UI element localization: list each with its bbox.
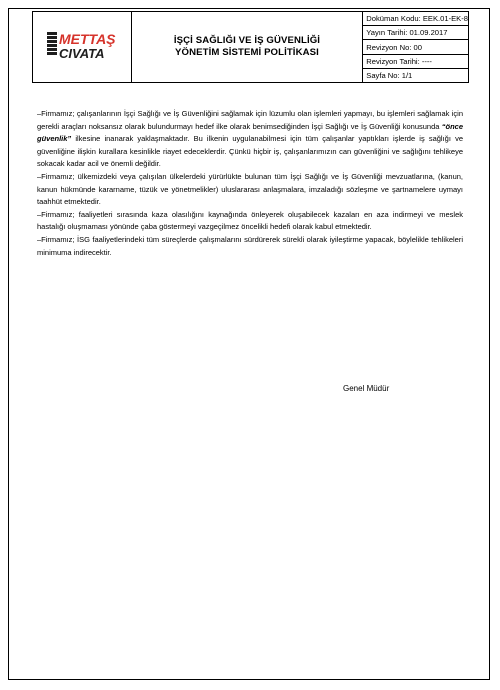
title-line-2: YÖNETİM SİSTEMİ POLİTİKASI [175,47,319,58]
safety-first-emphasis: “önce güvenlik” [37,121,463,144]
signature-title: Genel Müdür [343,384,390,393]
logo-text-line2: CIVATA [59,46,105,61]
logo-text-line1: METTAŞ [59,31,116,47]
document-meta [363,12,468,82]
policy-paragraph-1 [37,108,463,171]
paragraph-1-part-2: ilkesine inanarak yaklaşmaktadır. Bu ilkenin uygulanabilmesi için tüm çalışanlar yaptıkları işlerde iş sağlığı ve güvenliğine ilişkin kurallara kesinlikle riayet edeceklerdir. Çünkü hiçbir iş, çalışanlarımızın can güvenliğini ve sağlığını tehlikeye sokacak kadar acil ve önemli değildir. [37,134,463,169]
document-title [132,12,364,82]
policy-paragraph-3: –Firmamız; faaliyetleri sırasında kaza olasılığını kaynağında önleyerek oluşabilecek kazaları en aza indirmeyi ve meslek hastalığı oluşmaması yönünde çaba göstermeyi vazgeçilmez öncelikli hedefi olarak kabul etmektedir. [37,209,463,232]
policy-paragraph-4: –Firmamız; İSG faaliyetlerindeki tüm süreçlerde çalışmalarını sürdürerek sürekli olarak iyileştirme yapacak, böylelikle tehlikeleri minimuma indirecektir. [37,234,463,257]
company-logo [46,26,124,68]
page-number: Sayfa No: 1/1 [366,70,413,80]
policy-paragraph-2: –Firmamız; ülkemizdeki veya çalışılan ülkelerdeki yürürlükte bulunan tüm İşçi Sağlığı ve İş Güvenliği mevzuatlarına, (kanun, kanun hükmünde kararname, tüzük ve yönetmelikler) uluslararası anlaşmalara, imzaladığı sözleşme ve şartnamelere uymayı taahhüt etmektedir. [37,171,463,207]
paragraph-1-part-1: –Firmamız; çalışanlarının İşçi Sağlığı ve İş Güvenliğini sağlamak için lüzumlu olan işlemleri yapmayı, bu işlemleri sağlamak için gerekli araçları noksansız olarak bulundurmayı hedef ilke olarak benimsediğinden İşçi Sağlığı ve İş Güvenliği konusunda [37,109,463,131]
revision-no: Revizyon No: 00 [363,40,468,54]
revision-date: Revizyon Tarihi: ---- [363,55,468,69]
doc-code: Doküman Kodu: EEK.01-EK-8 [363,12,468,26]
policy-body [37,108,463,259]
title-line-1: İŞÇİ SAĞLIĞI VE İŞ GÜVENLİĞİ [173,35,321,46]
logo-cell [33,12,132,82]
document-header [32,11,469,83]
publish-date: Yayın Tarihi: 01.09.2017 [363,26,468,40]
bolt-icon [47,32,57,55]
